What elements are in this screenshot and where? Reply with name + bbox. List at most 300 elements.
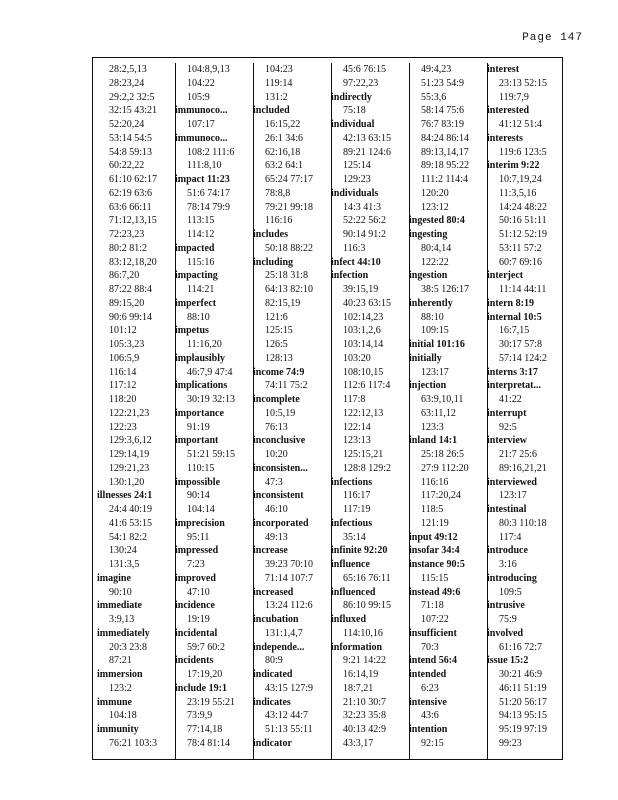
index-reference: 51:23 54:9 [421,77,465,89]
index-reference: 32:23 35:8 [343,710,387,722]
index-reference: 72:23,23 [109,229,145,240]
index-term: important [175,435,219,447]
index-reference: 40:23 63:15 [343,297,392,309]
index-reference: 125:14 [343,160,371,172]
index-reference: 92:15 [421,737,444,749]
index-term: instance 90:5 [409,559,465,570]
index-reference: 30:17 57:8 [499,339,543,350]
index-reference: 128:13 [265,352,293,364]
index-reference: 119:7,9 [499,91,529,103]
index-reference: 71:18 [421,600,444,612]
index-reference: 110:15 [187,462,215,474]
index-reference: 131:1,4,7 [265,627,303,639]
index-reference: 116:17 [343,490,371,502]
index-column-5 [409,63,488,759]
index-reference: 82:15,19 [265,297,301,309]
index-reference: 76:13 [265,421,288,433]
index-reference: 84:24 86:14 [421,132,470,144]
index-reference: 104:22 [187,77,215,89]
index-reference: 23:13 52:15 [499,77,548,89]
index-reference: 77:14,18 [187,724,223,735]
index-term: immediate [97,600,142,612]
index-reference: 97:22,23 [343,77,379,89]
index-term: interview [487,435,527,447]
index-reference: 17:19,20 [187,669,223,680]
index-column-1 [97,63,176,759]
page-number: Page 147 [522,32,583,44]
index-term: intern 8:19 [487,297,534,309]
index-reference: 80:9 [265,655,283,667]
index-reference: 46:10 [265,504,288,515]
index-term: information [331,641,383,653]
index-reference: 63:2 64:1 [265,160,304,172]
index-column-6 [487,63,565,759]
index-term: incomplete [253,394,300,405]
index-term: intention [409,724,448,735]
index-reference: 53:11 57:2 [499,242,542,254]
index-reference: 11:14 44:11 [499,284,547,295]
index-reference: 45:6 76:15 [343,64,387,75]
index-reference: 54:1 82:2 [109,531,148,543]
index-reference: 16:14,19 [343,669,379,680]
index-term: impacting [175,270,218,282]
index-reference: 92:5 [499,421,517,433]
index-term: immune [97,696,132,708]
index-reference: 123:17 [499,490,527,502]
index-term: implications [175,380,228,392]
index-reference: 9:21 14:22 [343,655,387,667]
index-reference: 86:7,20 [109,270,140,282]
index-reference: 3:9,13 [109,614,135,625]
index-reference: 129:21,23 [109,462,150,474]
index-term: input 49:12 [409,531,458,543]
index-reference: 129:23 [343,174,371,185]
index-reference: 87:22 88:4 [109,284,153,295]
index-term: infections [331,476,373,488]
index-reference: 54:8 59:13 [109,146,153,158]
index-reference: 123:12 [421,201,449,213]
index-reference: 114:21 [187,284,215,295]
index-reference: 117:8 [343,394,366,405]
index-reference: 89:13,14,17 [421,146,469,158]
index-reference: 41:6 53:15 [109,517,153,529]
index-reference: 65:16 76:11 [343,572,391,584]
index-reference: 14:24 48:22 [499,201,548,213]
index-term: immersion [97,669,143,680]
index-reference: 125:15 [265,325,293,337]
index-reference: 112:6 117:4 [343,380,391,392]
index-term: implausibly [175,352,226,364]
index-reference: 30:19 32:13 [187,394,236,405]
index-reference: 11:3,5,16 [499,187,537,199]
index-reference: 113:15 [187,215,215,227]
index-term: infect 44:10 [331,256,381,268]
index-reference: 62:16,18 [265,146,301,158]
index-reference: 10:5,19 [265,407,296,419]
index-reference: 83:12,18,20 [109,256,157,268]
index-reference: 60:7 69:16 [499,256,543,268]
index-reference: 10:7,19,24 [499,174,542,185]
index-reference: 120:20 [421,187,449,199]
index-reference: 38:5 126:17 [421,284,470,295]
index-term: influence [331,559,370,570]
index-reference: 130:24 [109,545,137,557]
index-reference: 94:13 95:15 [499,710,548,722]
index-reference: 103:1,2,6 [343,325,381,337]
index-reference: 78:8,8 [265,187,291,199]
index-term: impact 11:23 [175,174,230,185]
index-reference: 95:11 [187,531,210,543]
index-reference: 89:21 124:6 [343,146,392,158]
index-reference: 116:16 [265,215,293,227]
index-reference: 65:24 77:17 [265,174,314,185]
index-reference: 89:15,20 [109,297,145,309]
index-reference: 25:18 31:8 [265,270,309,282]
index-term: indicator [253,737,292,749]
index-reference: 71:14 107:7 [265,572,314,584]
index-term: importance [175,407,224,419]
index-reference: 49:13 [265,531,288,543]
index-reference: 88:10 [421,311,444,323]
index-reference: 63:9,10,11 [421,394,464,405]
index-term: incidence [175,600,215,612]
index-term: injection [409,380,447,392]
index-term: influenced [331,586,376,598]
index-reference: 62:19 63:6 [109,187,153,199]
index-reference: 104:8,9,13 [187,64,230,75]
index-term: indicated [253,669,293,680]
index-reference: 117:19 [343,504,371,515]
index-reference: 75:9 [499,614,517,625]
index-reference: 23:19 55:21 [187,696,236,708]
index-column-2 [175,63,254,759]
index-reference: 39:23 70:10 [265,559,314,570]
index-reference: 99:23 [499,737,522,749]
index-reference: 61:10 62:17 [109,174,158,185]
index-term: imprecision [175,517,225,529]
index-reference: 21:7 25:6 [499,449,538,460]
index-term: income 74:9 [253,366,305,378]
index-reference: 19:19 [187,614,210,625]
index-reference: 58:14 75:6 [421,105,465,117]
index-term: introduce [487,545,528,557]
index-reference: 123:13 [343,435,371,447]
index-term: increase [253,545,288,557]
index-term: inconsistent [253,490,304,502]
index-reference: 122:14 [343,421,371,433]
index-reference: 46:11 51:19 [499,682,547,694]
index-reference: 28:23,24 [109,77,145,89]
index-reference: 35:14 [343,531,366,543]
index-term: interpretat... [487,380,541,392]
index-term: incubation [253,614,299,625]
index-reference: 105:9 [187,91,210,103]
index-reference: 108:2 111:6 [187,146,235,158]
index-term: imperfect [175,297,217,309]
index-reference: 95:19 97:19 [499,724,548,735]
index-reference: 41:12 51:4 [499,119,543,130]
index-reference: 122:12,13 [343,407,384,419]
index-reference: 123:2 [109,682,132,694]
index-reference: 125:15,21 [343,449,384,460]
index-term: immunoco... [175,105,228,117]
index-reference: 13:24 112:6 [265,600,313,612]
index-reference: 116:3 [343,242,366,254]
index-reference: 104:23 [265,64,293,75]
index-reference: 129:14,19 [109,449,150,460]
index-term: introducing [487,572,537,584]
index-term: interim 9:22 [487,160,540,172]
index-reference: 46:7,9 47:4 [187,366,233,378]
index-reference: 128:8 129:2 [343,462,392,474]
index-term: independe... [253,641,305,653]
index-term: intended [409,669,447,680]
index-term: initially [409,352,442,364]
index-reference: 7:23 [187,559,205,570]
index-reference: 121:6 [265,311,288,323]
index-term: infectious [331,517,373,529]
index-reference: 41:22 [499,394,522,405]
index-reference: 27:9 112:20 [421,462,469,474]
index-reference: 103:20 [343,352,371,364]
index-reference: 101:12 [109,325,137,337]
index-reference: 47:10 [187,586,210,598]
index-term: impetus [175,325,209,337]
index-reference: 90:10 [109,586,132,598]
index-reference: 80:2 81:2 [109,242,148,254]
index-term: infection [331,270,369,282]
index-reference: 16:7,15 [499,325,530,337]
index-reference: 63:11,12 [421,407,456,419]
index-term: improved [175,572,216,584]
index-reference: 29:2,2 32:5 [109,91,155,103]
index-reference: 78:14 79:9 [187,201,231,213]
index-reference: 71:12,13,15 [109,215,157,227]
index-reference: 116:16 [421,476,449,488]
index-term: indirectly [331,91,372,103]
index-reference: 16:15,22 [265,119,301,130]
index-reference: 131:2 [265,91,288,103]
index-reference: 21:10 30:7 [343,696,387,708]
index-reference: 90:6 99:14 [109,311,153,323]
index-reference: 123:3 [421,421,444,433]
index-term: individual [331,119,375,130]
index-reference: 20:3 23:8 [109,641,148,653]
index-reference: 26:1 34:6 [265,132,304,144]
index-reference: 3:16 [499,559,517,570]
index-term: incorporated [253,517,309,529]
index-reference: 102:14,23 [343,311,384,323]
index-reference: 43:3,17 [343,737,374,749]
index-term: instead 49:6 [409,586,461,598]
index-term: imagine [97,572,131,584]
index-term: inland 14:1 [409,435,458,447]
index-term: immunoco... [175,132,228,144]
index-term: inconclusive [253,435,306,447]
index-term: interns 3:17 [487,366,538,378]
index-reference: 117:12 [109,380,137,392]
index-term: intrusive [487,600,525,612]
index-term: inherently [409,297,453,309]
index-reference: 59:7 60:2 [187,641,226,653]
index-reference: 75:18 [343,105,366,117]
index-term: insofar 34:4 [409,545,460,557]
index-reference: 50:18 88:22 [265,242,314,254]
index-reference: 121:19 [421,517,449,529]
index-reference: 25:18 26:5 [421,449,465,460]
index-reference: 106:5,9 [109,352,140,364]
index-reference: 114:12 [187,229,215,240]
index-reference: 51:6 74:17 [187,187,231,199]
index-reference: 43:6 [421,710,439,722]
index-term: interest [487,64,520,75]
index-reference: 131:3,5 [109,559,140,570]
index-reference: 64:13 82:10 [265,284,314,295]
index-reference: 114:10,16 [343,627,383,639]
index-term: ingesting [409,229,448,240]
index-reference: 11:16,20 [187,339,222,350]
index-term: interject [487,270,524,282]
index-term: includes [253,229,289,240]
index-term: included [253,105,290,117]
index-term: influxed [331,614,367,625]
index-reference: 104:14 [187,504,215,515]
index-reference: 115:15 [421,572,449,584]
index-reference: 111:8,10 [187,160,222,172]
index-term: increased [253,586,294,598]
index-reference: 78:4 81:14 [187,737,231,749]
index-reference: 18:7,21 [343,682,374,694]
index-reference: 40:13 42:9 [343,724,387,735]
index-reference: 63:6 66:11 [109,201,152,213]
index-reference: 10:20 [265,449,288,460]
index-term: inconsisten... [253,462,308,474]
index-term: insufficient [409,627,457,639]
index-reference: 118:20 [109,394,137,405]
index-reference: 39:15,19 [343,284,379,295]
index-term: incidents [175,655,214,667]
index-term: include 19:1 [175,682,227,694]
index-column-4 [331,63,410,759]
index-term: immediately [97,627,150,639]
index-reference: 119:14 [265,77,293,89]
index-reference: 51:13 55:11 [265,724,313,735]
index-term: interests [487,132,523,144]
index-reference: 14:3 41:3 [343,201,382,213]
index-reference: 6:23 [421,682,439,694]
index-reference: 104:18 [109,710,137,722]
index-reference: 55:3,6 [421,91,447,103]
index-reference: 129:3,6,12 [109,435,152,447]
index-reference: 49:4,23 [421,64,452,75]
index-reference: 73:9,9 [187,710,213,722]
index-term: intend 56:4 [409,655,458,667]
index-term: initial 101:16 [409,339,465,350]
index-reference: 109:5 [499,586,522,598]
index-reference: 118:5 [421,504,444,515]
index-reference: 70:3 [421,641,439,653]
index-reference: 109:15 [421,325,449,337]
index-reference: 80:4,14 [421,242,452,254]
index-reference: 115:16 [187,256,215,268]
index-reference: 60:22,22 [109,160,145,172]
index-term: incidental [175,627,218,639]
index-term: impacted [175,242,215,254]
index-reference: 47:3 [265,476,283,488]
index-reference: 32:15 43:21 [109,105,158,117]
index-reference: 117:4 [499,531,522,543]
index-term: intensive [409,696,447,708]
index-reference: 111:2 114:4 [421,174,468,185]
index-reference: 79:21 99:18 [265,201,314,213]
index-reference: 87:21 [109,655,132,667]
index-reference: 53:14 54:5 [109,132,153,144]
index-term: ingestion [409,270,448,282]
index-term: interviewed [487,476,537,488]
index-reference: 51:21 59:15 [187,449,236,460]
index-term: interested [487,105,530,117]
index-reference: 116:14 [109,366,137,378]
index-term: immunity [97,724,139,735]
index-reference: 43:12 44:7 [265,710,309,722]
index-term: ingested 80:4 [409,215,465,227]
index-reference: 122:23 [109,421,137,433]
index-reference: 51:20 56:17 [499,696,548,708]
index-term: issue 15:2 [487,655,529,667]
index-reference: 43:15 127:9 [265,682,314,694]
index-term: involved [487,627,524,639]
index-reference: 74:11 75:2 [265,380,308,392]
index-term: impressed [175,545,219,557]
index-term: interrupt [487,407,527,419]
index-term: indicates [253,696,291,708]
index-term: intestinal [487,504,527,515]
index-reference: 52:22 56:2 [343,215,387,227]
index-reference: 28:2,5,13 [109,64,147,75]
index-reference: 86:10 99:15 [343,600,392,612]
index-reference: 89:18 95:22 [421,160,470,172]
index-reference: 24:4 40:19 [109,504,153,515]
index-reference: 122:22 [421,256,449,268]
index-reference: 122:21,23 [109,407,150,419]
index-reference: 51:12 52:19 [499,229,548,240]
index-reference: 90:14 91:2 [343,229,387,240]
index-reference: 130:1,20 [109,476,145,488]
index-reference: 88:10 [187,311,210,323]
index-term: internal 10:5 [487,311,542,323]
index-reference: 61:16 72:7 [499,641,543,653]
index-reference: 108:10,15 [343,366,384,378]
index-term: individuals [331,187,379,199]
index-term: including [253,256,294,268]
index-reference: 105:3,23 [109,339,145,350]
index-reference: 107:17 [187,119,215,130]
index-term: infinite 92:20 [331,545,388,557]
index-reference: 117:20,24 [421,490,461,502]
index-reference: 76:7 83:19 [421,119,465,130]
index-term: illnesses 24:1 [97,490,153,502]
index-reference: 90:14 [187,490,210,502]
index-column-3 [253,63,332,759]
index-reference: 30:21 46:9 [499,669,543,680]
word-index-table [92,57,563,760]
index-term: impossible [175,476,221,488]
index-reference: 91:19 [187,421,210,433]
index-reference: 57:14 124:2 [499,352,548,364]
index-reference: 42:13 63:15 [343,132,392,144]
index-reference: 52:20,24 [109,119,145,130]
index-reference: 126:5 [265,339,288,350]
